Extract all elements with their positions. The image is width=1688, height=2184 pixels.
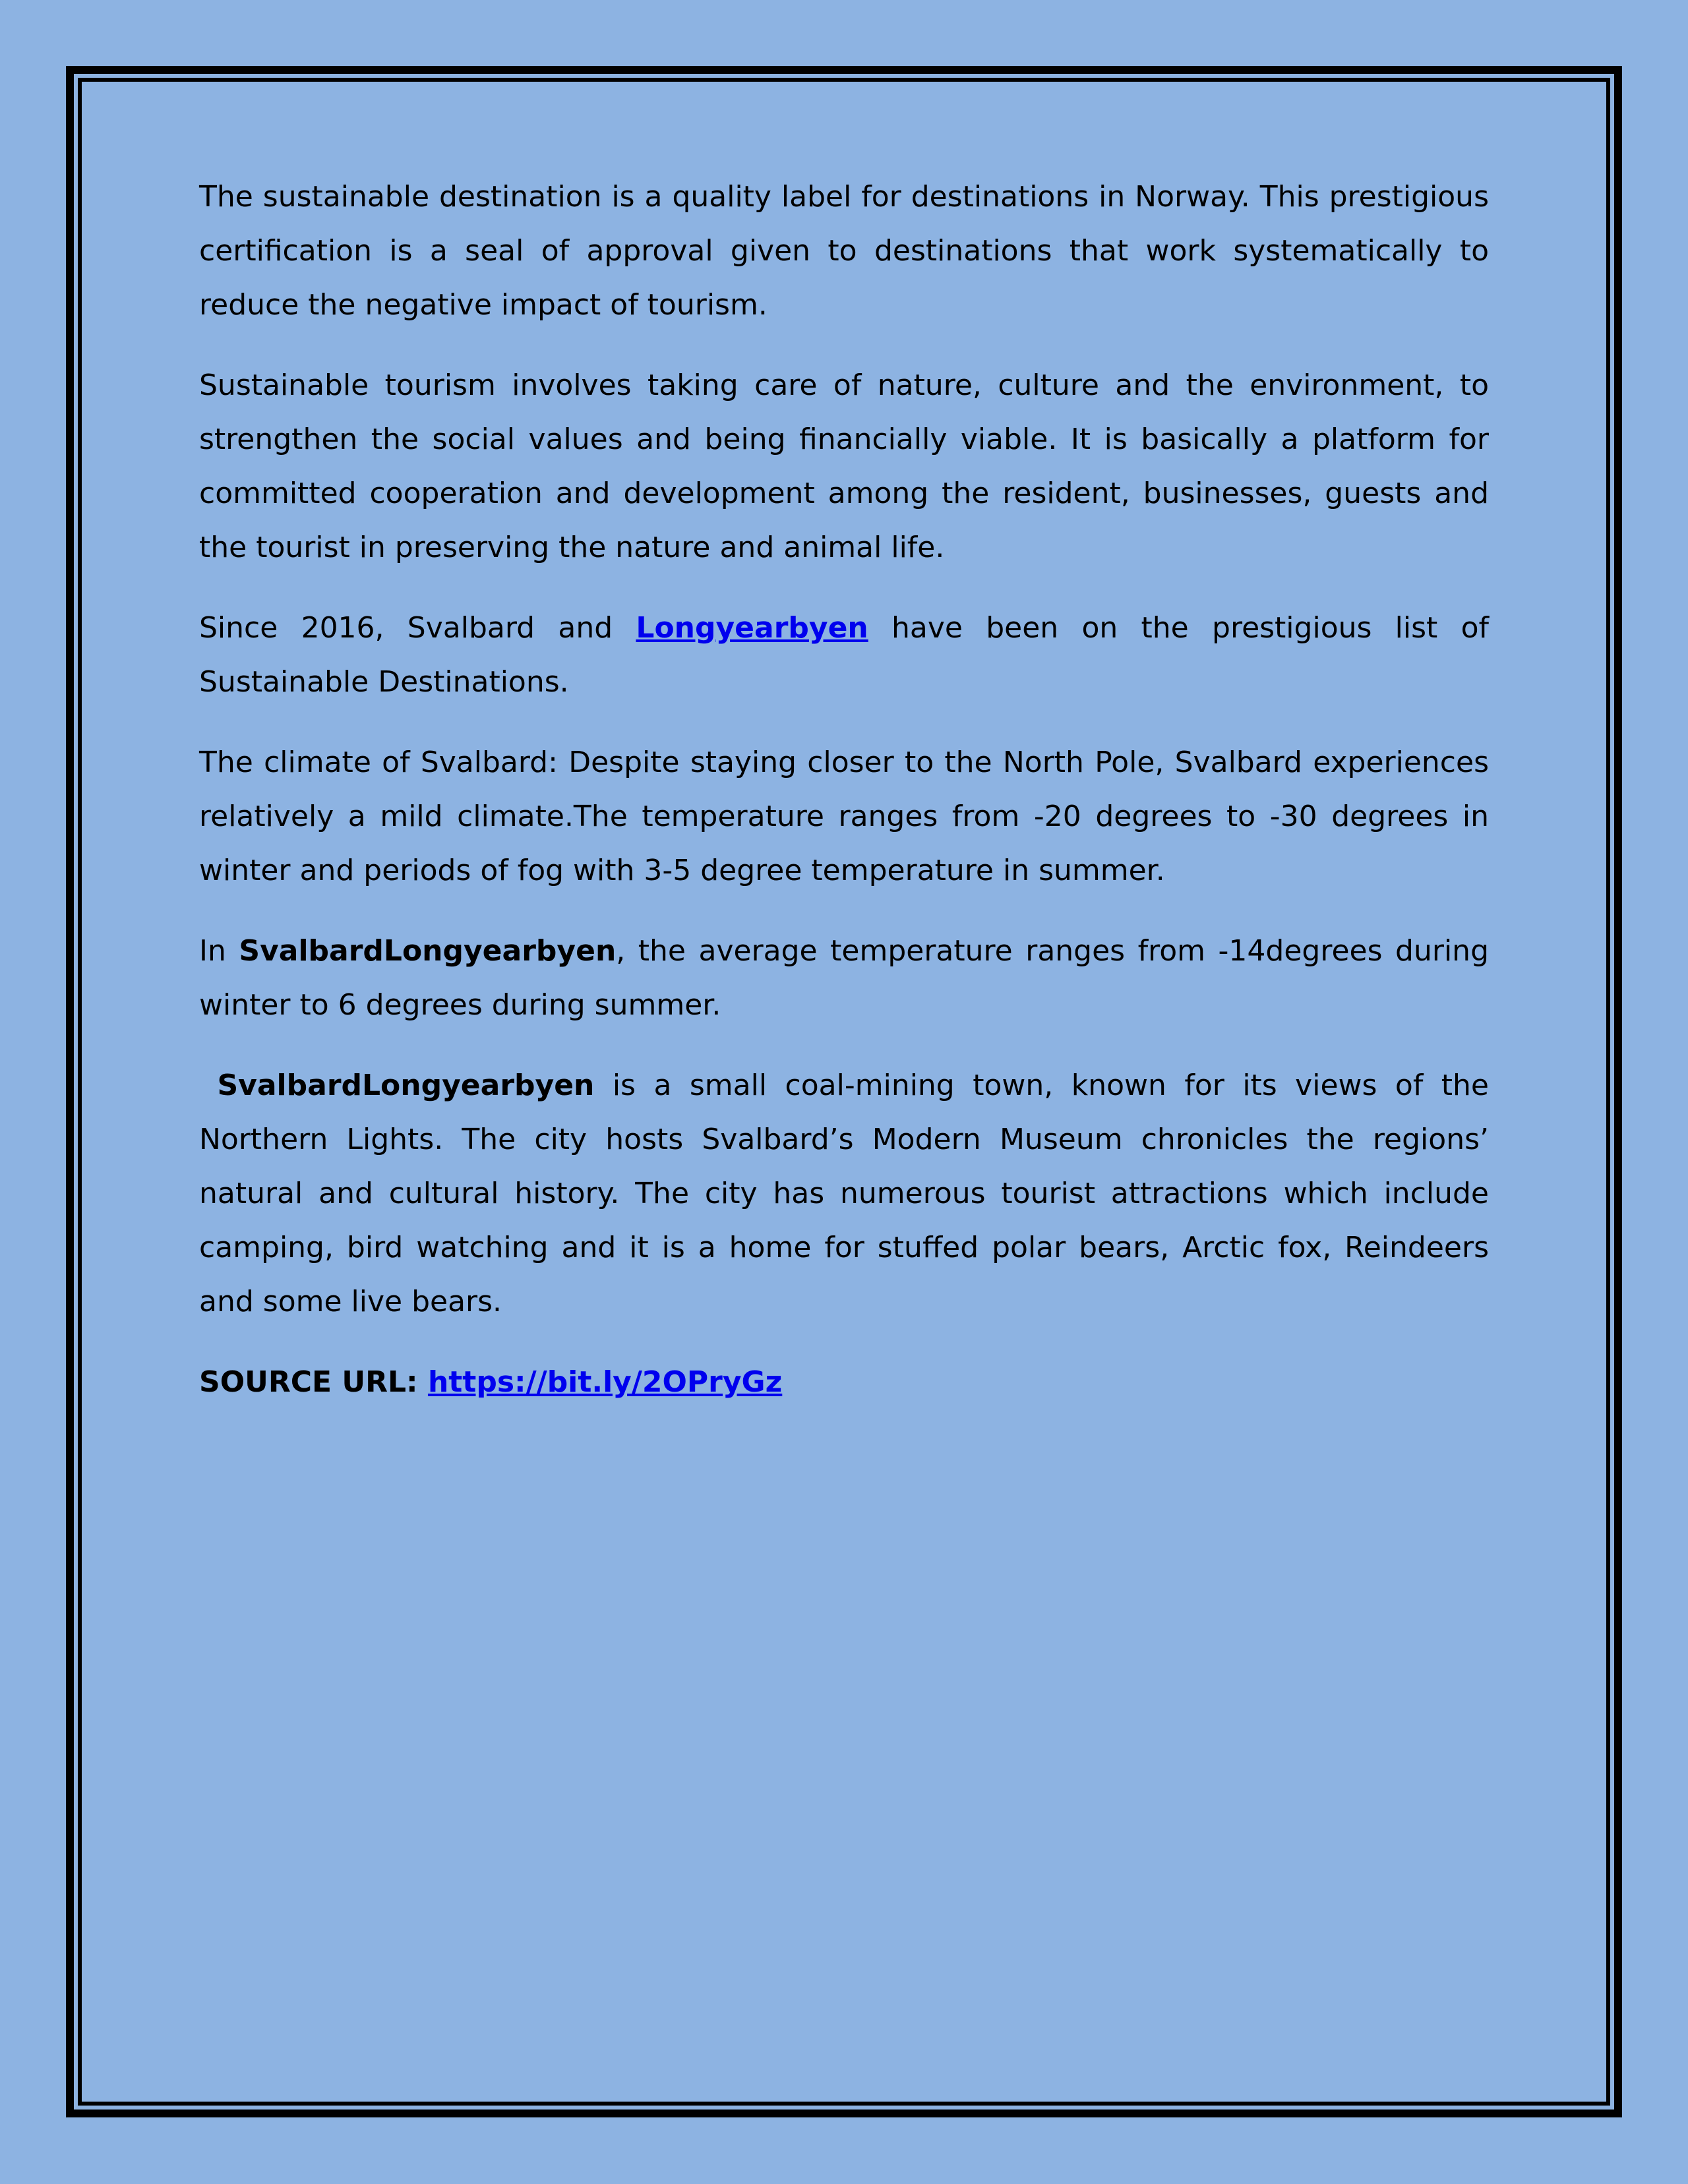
- paragraph-text-after: , the average temperature ranges from -14degrees during winter to 6 degrees during summer.: [199, 934, 1489, 1022]
- document-body: [199, 170, 1489, 1436]
- paragraph-sustainable-tourism: [199, 359, 1489, 575]
- paragraph-text-after: have been on the prestigious list of Sustainable Destinations.: [199, 611, 1489, 699]
- paragraph-text: The climate of Svalbard: Despite staying closer to the North Pole, Svalbard experiences relatively a mild climate.The temperature ranges from -20 degrees to -30 degrees in winter and periods of fog with 3-5 degree temperature in summer.: [199, 746, 1489, 887]
- paragraph-climate: [199, 736, 1489, 898]
- paragraph-since-2016: [199, 601, 1489, 709]
- paragraph-text-before: Since 2016, Svalbard and: [199, 611, 636, 645]
- paragraph-average-temperature: [199, 924, 1489, 1032]
- longyearbyen-link[interactable]: Longyearbyen: [636, 611, 868, 645]
- svalbard-longyearbyen-bold: SvalbardLongyearbyen: [217, 1069, 595, 1102]
- svalbard-longyearbyen-bold: SvalbardLongyearbyen: [239, 934, 617, 968]
- source-url-link[interactable]: https://bit.ly/2OPryGz: [427, 1365, 783, 1399]
- paragraph-text-before: In: [199, 934, 239, 968]
- source-line: [199, 1355, 1489, 1409]
- paragraph-sustainable-destination: [199, 170, 1489, 332]
- paragraph-text: Sustainable tourism involves taking care of nature, culture and the environment, to strengthen the social values and being financially viable. It is basically a platform for committed cooperation and development among the resident, businesses, guests and the tourist in preserving the nature and animal life.: [199, 369, 1489, 564]
- paragraph-text-after: is a small coal-mining town, known for its views of the Northern Lights. The city hosts Svalbard’s Modern Museum chronicles the regions’ natural and cultural history. The city has numerous tourist attractions which include camping, bird watching and it is a home for stuffed polar bears, Arctic fox, Reindeers and some live bears.: [199, 1069, 1489, 1318]
- paragraph-coal-mining-town: [199, 1059, 1489, 1329]
- source-label: SOURCE URL:: [199, 1365, 428, 1399]
- paragraph-text: The sustainable destination is a quality label for destinations in Norway. This prestigious certification is a seal of approval given to destinations that work systematically to reduce the negative impact of tourism.: [199, 180, 1489, 322]
